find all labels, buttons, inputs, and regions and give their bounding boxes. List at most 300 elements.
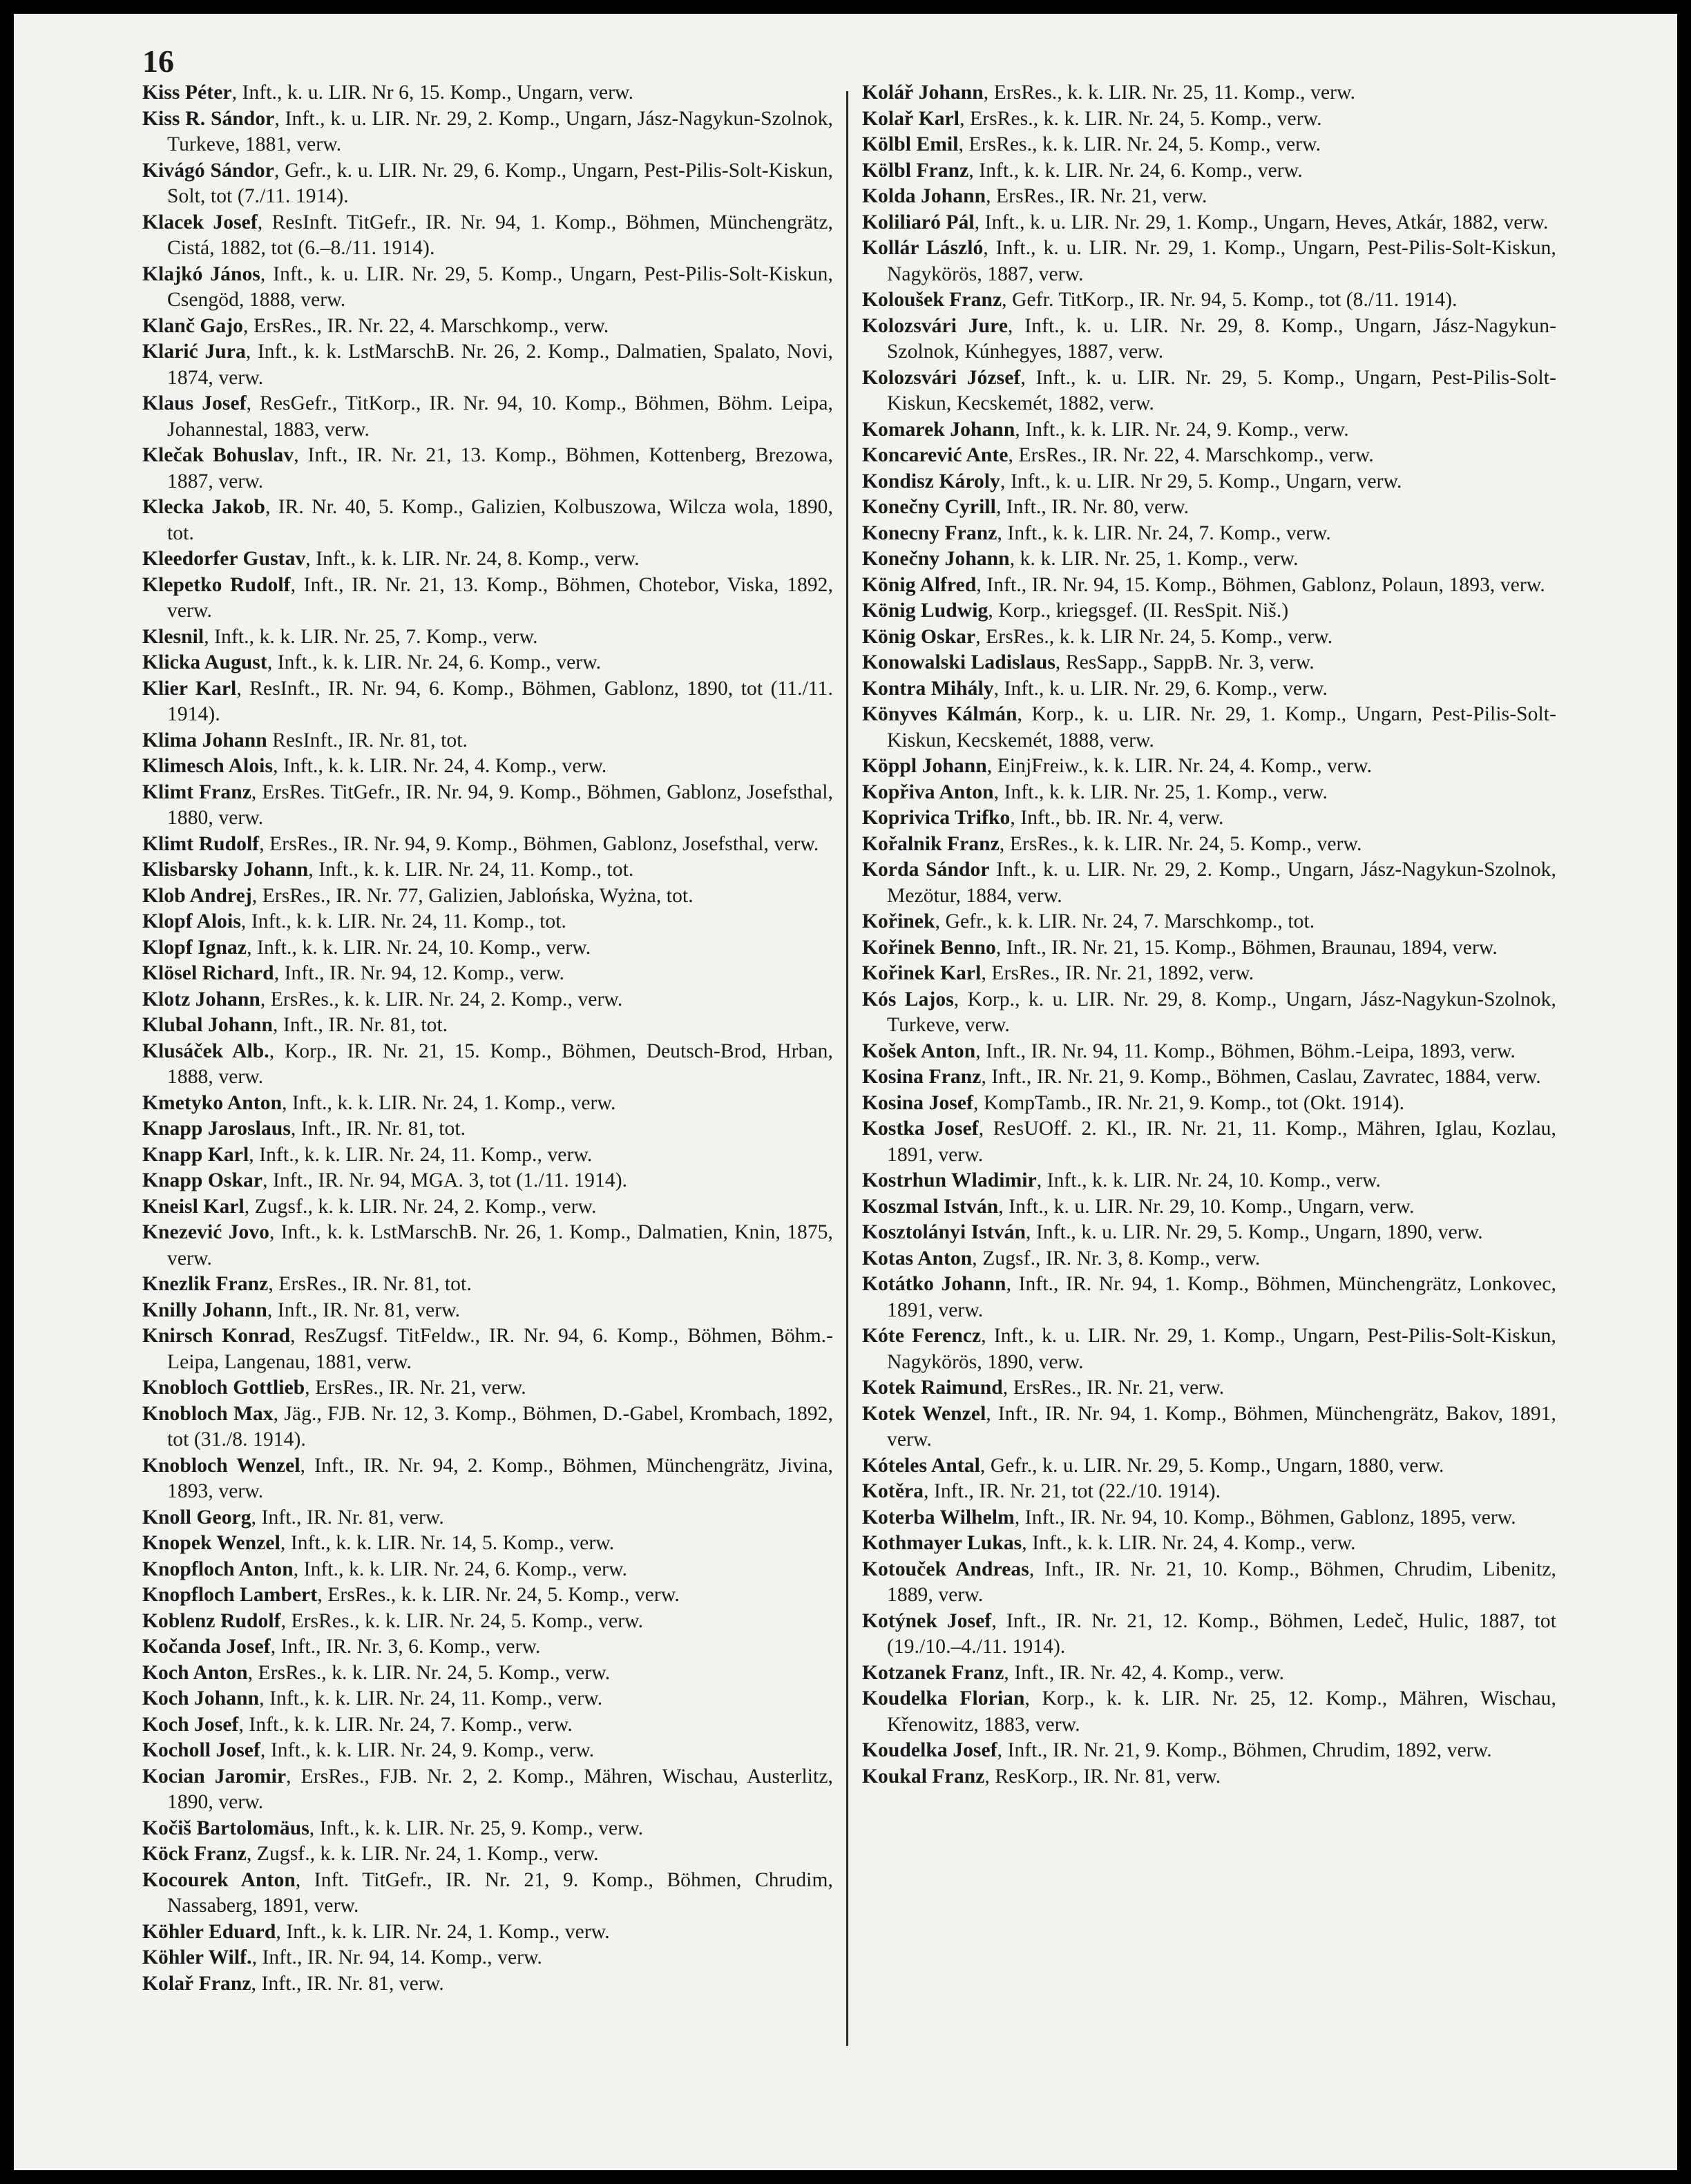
casualty-entry [862,1246,1556,1272]
column-divider [846,91,848,2046]
entry-name: Klajkó János [142,262,260,285]
entry-details: , Inft. TitGefr., IR. Nr. 21, 9. Komp., Böhmen, Chrudim, Nassaberg, 1891, verw. [167,1868,833,1917]
entry-details: , Korp., k. u. LIR. Nr. 29, 1. Komp., Ungarn, Pest-Pilis-Solt-Kiskun, Kecskemét, 1888, verw. [887,703,1556,751]
entry-details: , Inft., IR. Nr. 21, 15. Komp., Böhmen, Braunau, 1894, verw. [995,936,1498,959]
entry-name: Klimt Franz [142,780,251,803]
entry-details: , Jäg., FJB. Nr. 12, 3. Komp., Böhmen, D.-Gabel, Krombach, 1892, tot (31./8. 1914). [167,1402,834,1450]
casualty-entry [142,935,833,961]
entry-details: , ErsRes. TitGefr., IR. Nr. 94, 9. Komp., Böhmen, Gablonz, Josefsthal, 1880, verw. [167,780,833,829]
casualty-entry [142,1220,833,1272]
entry-details: , Inft., k. u. LIR. Nr 29, 5. Komp., Ungarn, verw. [1000,470,1402,492]
casualty-entry [862,702,1556,754]
entry-name: Kiss R. Sándor [142,107,275,130]
casualty-entry [862,598,1556,624]
entry-details: Inft., k. u. LIR. Nr. 29, 2. Komp., Ungarn, Jász-Nagykun-Szolnok, Mezötur, 1884, verw. [887,859,1556,907]
entry-details: , Inft., IR. Nr. 81, verw. [251,1972,444,1995]
page-number: 16 [142,44,174,79]
entry-name: Koch Josef [142,1713,239,1736]
casualty-entry [862,1323,1556,1375]
entry-name: Kotek Wenzel [862,1402,986,1425]
casualty-entry [862,80,1556,106]
casualty-entry [862,521,1556,547]
entry-name: Kós Lajos [862,988,954,1010]
entry-name: König Ludwig [862,600,988,622]
entry-details: , ResGefr., TitKorp., IR. Nr. 94, 10. Komp., Böhmen, Böhm. Leipa, Johannestal, 1883, verw. [167,392,833,441]
entry-name: Kmetyko Anton [142,1091,283,1114]
entry-details: , ErsRes., IR. Nr. 22, 4. Marschkomp., verw. [243,314,609,337]
entry-details: , ErsRes., k. k. LIR. Nr. 24, 5. Komp., verw. [958,133,1321,155]
casualty-entry [142,1168,833,1194]
entry-name: Klarić Jura [142,341,246,363]
entry-name: Kocholl Josef [142,1739,260,1761]
casualty-entry [862,1220,1556,1246]
casualty-entry [142,262,833,314]
entry-name: Kořalnik Franz [862,832,1000,855]
entry-name: Klima Johann [142,729,267,751]
entry-name: Klisbarsky Johann [142,859,309,881]
entry-details: , ErsRes., k. k. LIR. Nr. 24, 5. Komp., verw. [317,1584,680,1606]
entry-details: , Inft., k. u. LIR. Nr. 29, 10. Komp., Ungarn, verw. [998,1195,1415,1218]
casualty-entry [142,391,833,443]
casualty-entry [142,728,833,754]
entry-name: Kóte Ferencz [862,1325,982,1347]
entry-details: , ErsRes., IR. Nr. 77, Galizien, Jablońska, Wyżna, tot. [251,884,694,907]
entry-details: , Inft., k. k. LstMarschB. Nr. 26, 2. Komp., Dalmatien, Spalato, Novi, 1874, verw. [167,341,833,389]
entry-name: Knobloch Wenzel [142,1454,300,1477]
entry-name: Kontra Mihály [862,677,994,700]
entry-details: , ResInft., IR. Nr. 94, 6. Komp., Böhmen, Gablonz, 1890, tot (11./11. 1914). [167,677,833,725]
entry-details: , Inft., k. k. LIR. Nr. 25, 7. Komp., verw. [204,625,538,648]
entry-details: , Korp., k. u. LIR. Nr. 29, 8. Komp., Ungarn, Jász-Nagykun-Szolnok, Turkeve, verw. [887,988,1556,1036]
entry-details: , Inft., IR. Nr. 94, 12. Komp., verw. [274,962,565,984]
entry-name: Klotz Johann [142,988,260,1010]
casualty-entry [142,1272,833,1298]
entry-details: , Inft., IR. Nr. 21, 12. Komp., Böhmen, Ledeč, Hulic, 1887, tot (19./10.–4./11. 1914). [887,1609,1556,1658]
casualty-entry [862,158,1556,184]
entry-name: Knezlik Franz [142,1273,269,1295]
entry-details: , Inft., k. k. LIR. Nr. 24, 6. Komp., verw. [267,651,602,673]
entry-name: Koliliaró Pál [862,211,975,233]
entry-details: , Inft., IR. Nr. 94, 2. Komp., Böhmen, Münchengrätz, Jivina, 1893, verw. [167,1454,833,1502]
entry-name: Klob Andrej [142,884,252,907]
entry-details: , Inft., IR. Nr. 81, tot. [273,1014,448,1036]
entry-name: Knoll Georg [142,1506,251,1529]
entry-name: Kondisz Károly [862,470,1001,492]
entry-name: Kotýnek Josef [862,1609,992,1632]
entry-details: , ErsRes., IR. Nr. 81, tot. [268,1273,472,1295]
casualty-entry [862,1116,1556,1168]
entry-details: , Zugsf., k. k. LIR. Nr. 24, 1. Komp., verw. [246,1843,599,1865]
entry-details: , Inft., k. k. LIR. Nr. 25, 9. Komp., verw. [309,1817,644,1839]
casualty-entry [142,1298,833,1324]
entry-name: Kothmayer Lukas [862,1532,1022,1554]
casualty-entry [142,1013,833,1039]
casualty-entry [862,365,1556,417]
entry-name: Korda Sándor [862,859,990,881]
entry-details: , ErsRes., IR. Nr. 22, 4. Marschkomp., verw. [1008,444,1374,466]
casualty-entry [862,314,1556,365]
entry-details: , Inft., k. u. LIR. Nr. 29, 5. Komp., Ungarn, Pest-Pilis-Solt-Kiskun, Kecskemét, 1882, verw. [887,366,1556,414]
entry-details: , Inft., IR. Nr. 3, 6. Komp., verw. [270,1636,541,1658]
casualty-entry [142,1686,833,1712]
entry-details: , Gefr., k. u. LIR. Nr. 29, 6. Komp., Ungarn, Pest-Pilis-Solt-Kiskun, Solt, tot (7./11. 1914). [167,159,833,207]
entry-details: , Inft., IR. Nr. 21, 10. Komp., Böhmen, Chrudim, Libenitz, 1889, verw. [887,1558,1556,1606]
entry-details: , Inft., k. k. LstMarschB. Nr. 26, 1. Komp., Dalmatien, Knin, 1875, verw. [167,1221,833,1270]
entry-name: Kolář Johann [862,82,984,104]
entry-details: , Inft., IR. Nr. 94, 10. Komp., Böhmen, Gablonz, 1895, verw. [1014,1506,1516,1529]
entry-name: Köck Franz [142,1843,247,1865]
entry-name: Klopf Ignaz [142,936,247,959]
entry-details: ResInft., IR. Nr. 81, tot. [267,729,468,751]
entry-details: , Inft., IR. Nr. 21, tot (22./10. 1914). [924,1480,1221,1502]
entry-name: Klecka Jakob [142,496,265,518]
casualty-entry [862,1039,1556,1065]
entry-name: Konecny Franz [862,521,997,544]
casualty-entry [862,909,1556,935]
entry-details: , Inft., IR. Nr. 94, MGA. 3, tot (1./11. 1914). [262,1169,628,1191]
entry-details: , KompTamb., IR. Nr. 21, 9. Komp., tot (Okt. 1914). [973,1091,1405,1114]
casualty-entry [862,1557,1556,1609]
casualty-entry [142,210,833,262]
right-column [862,80,1556,1790]
entry-details: , Inft., k. u. LIR. Nr. 29, 1. Komp., Ungarn, Pest-Pilis-Solt-Kiskun, Nagykörös, 1887, verw. [887,237,1556,285]
entry-details: , Inft., k. k. LIR. Nr. 24, 9. Komp., verw. [260,1739,595,1761]
casualty-entry [862,236,1556,287]
entry-details: , Inft., IR. Nr. 94, 14. Komp., verw. [251,1946,543,1969]
entry-details: , Inft., IR. Nr. 21, 9. Komp., Böhmen, Caslau, Zavratec, 1884, verw. [981,1066,1541,1088]
entry-name: Koukal Franz [862,1765,985,1788]
casualty-entry [862,184,1556,210]
entry-details: , Inft., IR. Nr. 21, 13. Komp., Böhmen, Chotebor, Viska, 1892, verw. [167,573,833,622]
entry-details: , Inft., k. u. LIR. Nr. 29, 8. Komp., Ungarn, Jász-Nagykun-Szolnok, Kúnhegyes, 1887, verw. [887,314,1556,363]
entry-name: Kocian Jaromir [142,1765,287,1788]
entry-details: , Inft., bb. IR. Nr. 4, verw. [1010,807,1224,829]
entry-details: , ResUOff. 2. Kl., IR. Nr. 21, 11. Komp., Mähren, Iglau, Kozlau, 1891, verw. [887,1118,1556,1166]
casualty-entry [142,1868,833,1919]
entry-details: , Inft., k. u. LIR. Nr. 29, 5. Komp., Ungarn, 1890, verw. [1026,1221,1483,1243]
entry-name: Klubal Johann [142,1014,274,1036]
entry-details: , ErsRes., k. k. LIR. Nr. 25, 11. Komp., verw. [983,82,1356,104]
casualty-entry [142,1194,833,1220]
casualty-entry [862,1531,1556,1557]
entry-name: Klanč Gajo [142,314,244,337]
entry-details: , k. k. LIR. Nr. 25, 1. Komp., verw. [1009,548,1299,570]
entry-details: , ErsRes., IR. Nr. 21, verw. [986,185,1207,207]
entry-name: Koszmal István [862,1195,999,1218]
entry-details: , ErsRes., k. k. LIR. Nr. 24, 5. Komp., verw. [247,1661,611,1684]
casualty-entry [142,443,833,495]
casualty-entry [862,1194,1556,1220]
entry-details: , Zugsf., k. k. LIR. Nr. 24, 2. Komp., verw. [244,1195,597,1218]
entry-name: Kotátko Johann [862,1273,1006,1295]
casualty-entry [862,1091,1556,1117]
entry-name: Klacek Josef [142,211,258,233]
entry-details: , Inft., k. k. LIR. Nr. 24, 1. Komp., verw. [282,1091,616,1114]
casualty-entry [142,754,833,780]
entry-name: Kostrhun Wladimir [862,1169,1037,1191]
entry-name: Klimesch Alois [142,755,274,777]
casualty-entry [142,1557,833,1583]
casualty-entry [862,1479,1556,1505]
entry-name: Knopfloch Lambert [142,1584,318,1606]
casualty-entry [142,158,833,210]
entry-name: Koudelka Josef [862,1739,997,1761]
entry-details: , Inft., k. k. LIR. Nr. 24, 6. Komp., verw. [293,1558,628,1580]
entry-name: Kolař Karl [862,107,960,130]
entry-details: , Inft., k. u. LIR. Nr. 29, 2. Komp., Ungarn, Jász-Nagykun-Szolnok, Turkeve, 1881, verw. [167,107,833,155]
entry-name: Klepetko Rudolf [142,573,291,596]
entry-name: Koblenz Rudolf [142,1609,281,1632]
casualty-entry [862,935,1556,961]
casualty-entry [142,1738,833,1764]
entry-name: Kolda Johann [862,185,986,207]
entry-details: , ErsRes., IR. Nr. 94, 9. Komp., Böhmen, Gablonz, Josefsthal, verw. [259,832,819,855]
entry-name: Knapp Oskar [142,1169,263,1191]
entry-name: Kotas Anton [862,1247,973,1270]
casualty-entry [142,1142,833,1169]
casualty-entry [142,1039,833,1091]
casualty-entry [862,287,1556,314]
entry-details: , Inft., k. k. LIR. Nr. 24, 11. Komp., tot. [308,859,634,881]
casualty-entry [862,961,1556,987]
casualty-entry [862,650,1556,676]
casualty-entry [142,857,833,883]
entry-details: , ErsRes., k. k. LIR. Nr. 24, 5. Komp., verw. [999,832,1362,855]
entry-name: Koudelka Florian [862,1687,1025,1709]
entry-details: , Inft., k. u. LIR. Nr. 29, 1. Komp., Ungarn, Heves, Atkár, 1882, verw. [974,211,1549,233]
entry-details: , Inft., k. k. LIR. Nr. 24, 6. Komp., verw. [968,159,1303,182]
entry-name: Knobloch Max [142,1402,274,1425]
entry-details: , Inft., k. k. LIR. Nr. 24, 9. Komp., verw. [1015,418,1349,441]
entry-name: Knapp Jaroslaus [142,1118,291,1140]
entry-name: Knopek Wenzel [142,1532,280,1554]
entry-name: Köhler Eduard [142,1920,276,1943]
casualty-entry [862,754,1556,780]
entry-name: Kořinek Benno [862,936,996,959]
casualty-entry [142,1764,833,1816]
casualty-entry [862,469,1556,495]
casualty-entry [142,961,833,987]
entry-name: Konowalski Ladislaus [862,651,1055,673]
entry-name: Koch Johann [142,1687,260,1709]
entry-details: , Inft., k. u. LIR. Nr. 29, 6. Komp., verw. [993,677,1328,700]
entry-details: , Gefr., k. k. LIR. Nr. 24, 7. Marschkomp., tot. [935,910,1315,932]
entry-name: Kocourek Anton [142,1868,296,1891]
entry-name: Kořinek Karl [862,962,982,984]
entry-name: Kořinek [862,910,935,932]
entry-details: , Inft., k. k. LIR. Nr. 24, 10. Komp., verw. [1036,1169,1381,1191]
entry-details: , Inft., k. k. LIR. Nr. 24, 11. Komp., verw. [249,1143,593,1166]
casualty-entry [862,1453,1556,1479]
document-page [14,14,1677,2170]
entry-name: Klimt Rudolf [142,832,260,855]
entry-name: Kolař Franz [142,1972,251,1995]
entry-name: Knapp Karl [142,1143,249,1166]
casualty-entry [142,1116,833,1142]
casualty-entry [862,1168,1556,1194]
entry-details: , Inft., k. k. LIR. Nr. 24, 10. Komp., verw. [247,936,591,959]
entry-details: , Inft., k. k. LIR. Nr. 24, 4. Komp., verw. [1022,1532,1356,1554]
casualty-entry [142,780,833,832]
entry-details: , Inft., k. k. LIR. Nr. 25, 1. Komp., verw. [993,780,1328,803]
entry-name: Kolozsvári József [862,366,1021,389]
entry-details: , Inft., IR. Nr. 94, 15. Komp., Böhmen, Gablonz, Polaun, 1893, verw. [976,573,1545,596]
casualty-entry [862,573,1556,599]
entry-details: , ErsRes., IR. Nr. 21, 1892, verw. [981,962,1254,984]
entry-details: , Inft., IR. Nr. 81, verw. [267,1299,461,1321]
entry-name: Kotouček Andreas [862,1558,1029,1580]
casualty-entry [862,676,1556,702]
casualty-entry [142,314,833,340]
casualty-entry [142,573,833,624]
entry-name: Kostka Josef [862,1118,979,1140]
entry-name: König Oskar [862,625,976,648]
casualty-entry [862,1738,1556,1764]
casualty-entry [142,1816,833,1842]
casualty-entry [862,1505,1556,1531]
entry-name: Knopfloch Anton [142,1558,294,1580]
entry-details: , Inft., k. u. LIR. Nr 6, 15. Komp., Ungarn, verw. [231,82,634,104]
entry-details: , ErsRes., k. k. LIR. Nr. 24, 5. Komp., verw. [959,107,1322,130]
casualty-entry [142,624,833,651]
casualty-entry [862,132,1556,158]
entry-name: Klečak Bohuslav [142,444,294,466]
casualty-entry [142,1505,833,1531]
casualty-entry [862,210,1556,236]
casualty-entry [862,1375,1556,1401]
entry-name: Knilly Johann [142,1299,267,1321]
entry-details: , EinjFreiw., k. k. LIR. Nr. 24, 4. Komp., verw. [986,755,1373,777]
entry-details: , Inft., k. k. LIR. Nr. 24, 7. Komp., verw. [997,521,1331,544]
casualty-entry [862,1686,1556,1738]
entry-details: , Inft., IR. Nr. 42, 4. Komp., verw. [1004,1661,1285,1684]
entry-details: , Zugsf., IR. Nr. 3, 8. Komp., verw. [972,1247,1261,1270]
entry-name: Kollár László [862,237,984,259]
entry-name: Klier Karl [142,677,237,700]
entry-name: Knezević Jovo [142,1221,270,1243]
casualty-entry [142,1634,833,1660]
casualty-entry [142,1609,833,1635]
casualty-entry [862,495,1556,521]
casualty-entry [862,1660,1556,1687]
entry-name: Kosina Josef [862,1091,974,1114]
entry-name: Kočiš Bartolomäus [142,1817,309,1839]
casualty-entry [862,1401,1556,1453]
casualty-entry [142,1841,833,1868]
entry-details: , Inft., IR. Nr. 94, 1. Komp., Böhmen, Münchengrätz, Bakov, 1891, verw. [887,1402,1556,1450]
casualty-entry [142,1971,833,1998]
entry-name: Klicka August [142,651,267,673]
entry-details: , Inft., IR. Nr. 81, verw. [251,1506,444,1529]
entry-name: Klaus Josef [142,392,247,414]
entry-details: , ErsRes., k. k. LIR. Nr. 24, 5. Komp., verw. [280,1609,644,1632]
entry-name: Kotek Raimund [862,1377,1003,1399]
entry-details: , Korp., IR. Nr. 21, 15. Komp., Böhmen, Deutsch-Brod, Hrban, 1888, verw. [167,1040,834,1088]
entry-details: , Inft., k. u. LIR. Nr. 29, 5. Komp., Ungarn, Pest-Pilis-Solt-Kiskun, Csengöd, 1888, verw. [167,262,833,311]
entry-name: Kóteles Antal [862,1454,980,1477]
entry-name: Košek Anton [862,1040,976,1062]
entry-details: , Inft., k. k. LIR. Nr. 24, 7. Komp., verw. [238,1713,573,1736]
casualty-entry [142,1712,833,1738]
casualty-entry [862,987,1556,1039]
entry-details: , ErsRes., k. k. LIR. Nr. 24, 2. Komp., verw. [260,988,623,1010]
casualty-entry [862,857,1556,909]
entry-name: Komarek Johann [862,418,1015,441]
casualty-entry [142,676,833,728]
casualty-entry [862,1272,1556,1323]
entry-name: Konečny Johann [862,548,1010,570]
entry-details: , ErsRes., k. k. LIR Nr. 24, 5. Komp., verw. [975,625,1333,648]
entry-name: König Alfred [862,573,977,596]
entry-name: Kosztolányi István [862,1221,1026,1243]
entry-name: Knirsch Konrad [142,1325,291,1347]
entry-details: , Korp., kriegsgef. (II. ResSpit. Niš.) [988,600,1289,622]
casualty-entry [862,546,1556,573]
entry-details: , Inft., IR. Nr. 94, 11. Komp., Böhmen, Böhm.-Leipa, 1893, verw. [975,1040,1516,1062]
casualty-entry [862,1764,1556,1790]
entry-details: , ErsRes., IR. Nr. 21, verw. [1002,1377,1225,1399]
casualty-entry [142,495,833,546]
casualty-entry [862,624,1556,651]
casualty-entry [142,546,833,573]
casualty-entry [862,780,1556,806]
entry-name: Kivágó Sándor [142,159,274,182]
entry-name: Kosina Franz [862,1066,982,1088]
casualty-entry [862,106,1556,133]
entry-details: , Inft., IR. Nr. 81, tot. [290,1118,466,1140]
entry-details: , IR. Nr. 40, 5. Komp., Galizien, Kolbuszowa, Wilcza wola, 1890, tot. [167,496,833,544]
casualty-entry [142,1323,833,1375]
entry-name: Konečny Cyrill [862,496,996,518]
entry-details: , Inft., IR. Nr. 21, 13. Komp., Böhmen, Kottenberg, Brezowa, 1887, verw. [167,444,833,492]
casualty-entry [142,1660,833,1687]
entry-details: , ResKorp., IR. Nr. 81, verw. [984,1765,1221,1788]
casualty-entry [142,1091,833,1117]
casualty-entry [142,1531,833,1557]
casualty-entry [142,650,833,676]
casualty-entry [862,832,1556,858]
entry-name: Klösel Richard [142,962,274,984]
casualty-entry [862,443,1556,469]
entry-details: , Inft., k. u. LIR. Nr. 29, 1. Komp., Ungarn, Pest-Pilis-Solt-Kiskun, Nagykörös, 1890, verw. [887,1325,1556,1373]
casualty-entry [862,417,1556,443]
entry-details: , Gefr., k. u. LIR. Nr. 29, 5. Komp., Ungarn, 1880, verw. [980,1454,1444,1477]
entry-details: , Korp., k. k. LIR. Nr. 25, 12. Komp., Mähren, Wischau, Křenowitz, 1883, verw. [887,1687,1556,1736]
entry-details: , ResInft. TitGefr., IR. Nr. 94, 1. Komp., Böhmen, Münchengrätz, Cistá, 1882, tot (6.–8./11. 1914). [167,211,833,259]
casualty-entry [142,1401,833,1453]
entry-details: , Inft., IR. Nr. 21, 9. Komp., Böhmen, Chrudim, 1892, verw. [997,1739,1492,1761]
entry-name: Koncarević Ante [862,444,1009,466]
casualty-entry [142,832,833,858]
entry-name: Klusáček Alb. [142,1040,269,1062]
entry-name: Köppl Johann [862,755,987,777]
casualty-entry [862,1609,1556,1660]
entry-details: , Inft., k. k. LIR. Nr. 24, 1. Komp., verw. [276,1920,610,1943]
entry-details: , ErsRes., IR. Nr. 21, verw. [305,1377,526,1399]
entry-name: Klopf Alois [142,910,241,932]
casualty-entry [142,1919,833,1946]
entry-name: Kočanda Josef [142,1636,271,1658]
entry-name: Koch Anton [142,1661,248,1684]
entry-name: Knobloch Gottlieb [142,1377,305,1399]
casualty-entry [142,1582,833,1609]
entry-name: Kotzanek Franz [862,1661,1004,1684]
entry-details: , Inft., k. k. LIR. Nr. 24, 8. Komp., verw. [305,548,640,570]
entry-name: Kleedorfer Gustav [142,548,306,570]
entry-details: , Inft., IR. Nr. 94, 1. Komp., Böhmen, Münchengrätz, Lonkovec, 1891, verw. [887,1273,1557,1321]
casualty-entry [862,1064,1556,1091]
entry-name: Kölbl Franz [862,159,969,182]
